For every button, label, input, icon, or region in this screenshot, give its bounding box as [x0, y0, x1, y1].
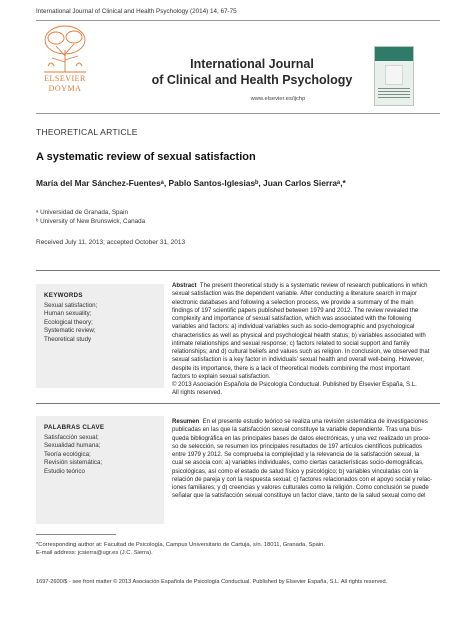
abstract-heading: Resumen: [172, 419, 200, 425]
journal-cover-thumbnail: [374, 46, 414, 106]
tree-logo-icon: [36, 22, 94, 74]
abstract-line: electronic databases and following a selection process, we provide a summary of the main: [172, 299, 414, 306]
abstract-line: sexual satisfaction was the dependent variable. After conducting a literature search in major: [172, 291, 418, 298]
keyword-item: Systematic review;: [44, 327, 96, 335]
abstract-line: publicadas en las que la satisfacción sexual constituye la variable dependiente. Tras una bús-: [172, 427, 423, 434]
article-title: A systematic review of sexual satisfaction: [36, 151, 256, 163]
keyword-item: Sexual satisfaction;: [44, 302, 98, 309]
publisher-brand-line2: DOYMA: [48, 84, 82, 93]
publisher-logo: [36, 22, 94, 98]
abstract-es: [172, 418, 440, 501]
abstract-en: [172, 282, 440, 398]
keywords-box-en: [36, 284, 164, 388]
affiliation-b: ᵇ University of New Brunswick, Canada: [36, 218, 146, 225]
abstract-line: factors to explain sexual satisfaction.: [172, 373, 271, 380]
keyword-item: Ecological theory;: [44, 318, 93, 326]
keywords-box-es: [36, 416, 164, 524]
keyword-item: Estudio teórico: [44, 467, 85, 475]
copyright-line: 1697-2600/$ - see front matter © 2013 Asociación Española de Psicología Conductual. Published by Elsevier España, S.L. All rights reserved.: [36, 579, 388, 585]
keyword-item: Theoretical study: [44, 335, 92, 343]
abstract-heading: Abstract: [172, 283, 197, 289]
abstract-line: The present theoretical study is a systematic review of research publications in which: [199, 283, 428, 289]
keywords-heading: PALABRAS CLAVE: [44, 424, 105, 431]
publisher-brand-line1: ELSEVIER: [44, 74, 86, 83]
abstract-line: so de selección, se resumen los principales resultados de 197 artículos científicos publicados: [172, 443, 423, 450]
section-label: THEORETICAL ARTICLE: [36, 127, 138, 137]
affiliation-a: ᵃ Universidad de Granada, Spain: [36, 209, 128, 216]
journal-citation: International Journal of Clinical and Health Psychology (2014) 14, 67-75: [36, 8, 237, 15]
journal-url[interactable]: www.elsevier.es/ijchp: [250, 96, 306, 102]
abstract-line: queda bibliográfica en las principales bases de datos electrónicas, y una vez realizado un proce-: [172, 435, 431, 442]
abstract-line: iones familiares; y d) creencias y valores culturales como la religión. Como conclusión se puede: [172, 485, 429, 491]
journal-title-line1: International Journal: [190, 57, 314, 71]
cover-band: [375, 47, 413, 61]
footnote: [36, 541, 325, 557]
abstract-line: variables and factors: a) individual variables such as socio-demographic and psychological: [172, 324, 415, 331]
keyword-item: Teoría ecológica;: [44, 450, 91, 458]
divider: [36, 270, 440, 271]
abstract-line: despite its importance, there is a lack of theoretical models combining the most important: [172, 365, 410, 372]
received-dates: Received July 11, 2013; accepted October 31, 2013: [36, 239, 186, 246]
author-list: María del Mar Sánchez-Fuentesᵃ, Pablo Santos-Iglesiasᵇ, Juan Carlos Sierraᵃ,*: [36, 178, 346, 188]
cover-text-lines: [378, 86, 410, 98]
abstract-line: © 2013 Asociación Española de Psicología Conductual. Published by Elsevier España, S.L.: [172, 382, 417, 388]
footnote-line: *Corresponding author at: Facultad de Psicología, Campus Universitario de Cartuja, s/n. 18011, Granada, Spain.: [36, 542, 325, 548]
keyword-item: Revisión sistemática;: [44, 459, 103, 467]
keywords-heading: KEYWORDS: [44, 292, 83, 299]
abstract-line: findings of 197 scientific papers published between 1979 and 2012. The review revealed the: [172, 307, 419, 314]
abstract-line: cual se asocia con: a) variables individuales, como ciertas características socio-demográficas,: [172, 460, 424, 467]
abstract-line: entre 1979 y 2012. Se comprueba la complejidad y la relevancia de la satisfacción sexual, la: [172, 452, 420, 458]
abstract-line: intimate relationships and sexual response; c) factors related to social support and family: [172, 340, 410, 347]
footnote-rule: [36, 534, 116, 535]
keyword-item: Satisfacción sexual;: [44, 434, 99, 441]
keyword-item: Human sexuality;: [44, 310, 92, 318]
abstract-line: sexual satisfaction is a key factor in individuals' sexual health and overall well-being. However,: [172, 357, 424, 364]
abstract-line: All rights reserved.: [172, 390, 223, 397]
abstract-line: relationships; and d) cultural beliefs and values such as religion. In conclusion, we observed that: [172, 349, 430, 355]
abstract-line: señalar que la satisfacción sexual constituye un factor clave, tanto de la salud sexual como del: [172, 493, 426, 500]
journal-title: [118, 56, 386, 88]
abstract-line: complexity and importance of sexual satisfaction, which was associated with the following: [172, 316, 412, 322]
abstract-line: relación de pareja y con la respuesta sexual; c) factores relacionados con el apoyo social y relac-: [172, 476, 433, 483]
divider: [36, 403, 440, 404]
abstract-line: characteristics as well as physical and psychological health status; b) variables associated with: [172, 332, 426, 339]
abstract-line: En el presente estudio teórico se realiza una revisión sistemática de investigaciones: [202, 419, 428, 425]
footnote-line: E-mail address: jcsierra@ugr.es (J.C. Sierra).: [36, 550, 153, 556]
abstract-line: psicológicas, así como el estado de salud físico y psicológico; b) variables vinculadas con la: [172, 468, 419, 475]
keyword-item: Sexualidad humana;: [44, 442, 101, 450]
journal-title-line2: of Clinical and Health Psychology: [151, 73, 353, 87]
affiliations: [36, 208, 145, 226]
cover-emblem: [385, 65, 403, 85]
